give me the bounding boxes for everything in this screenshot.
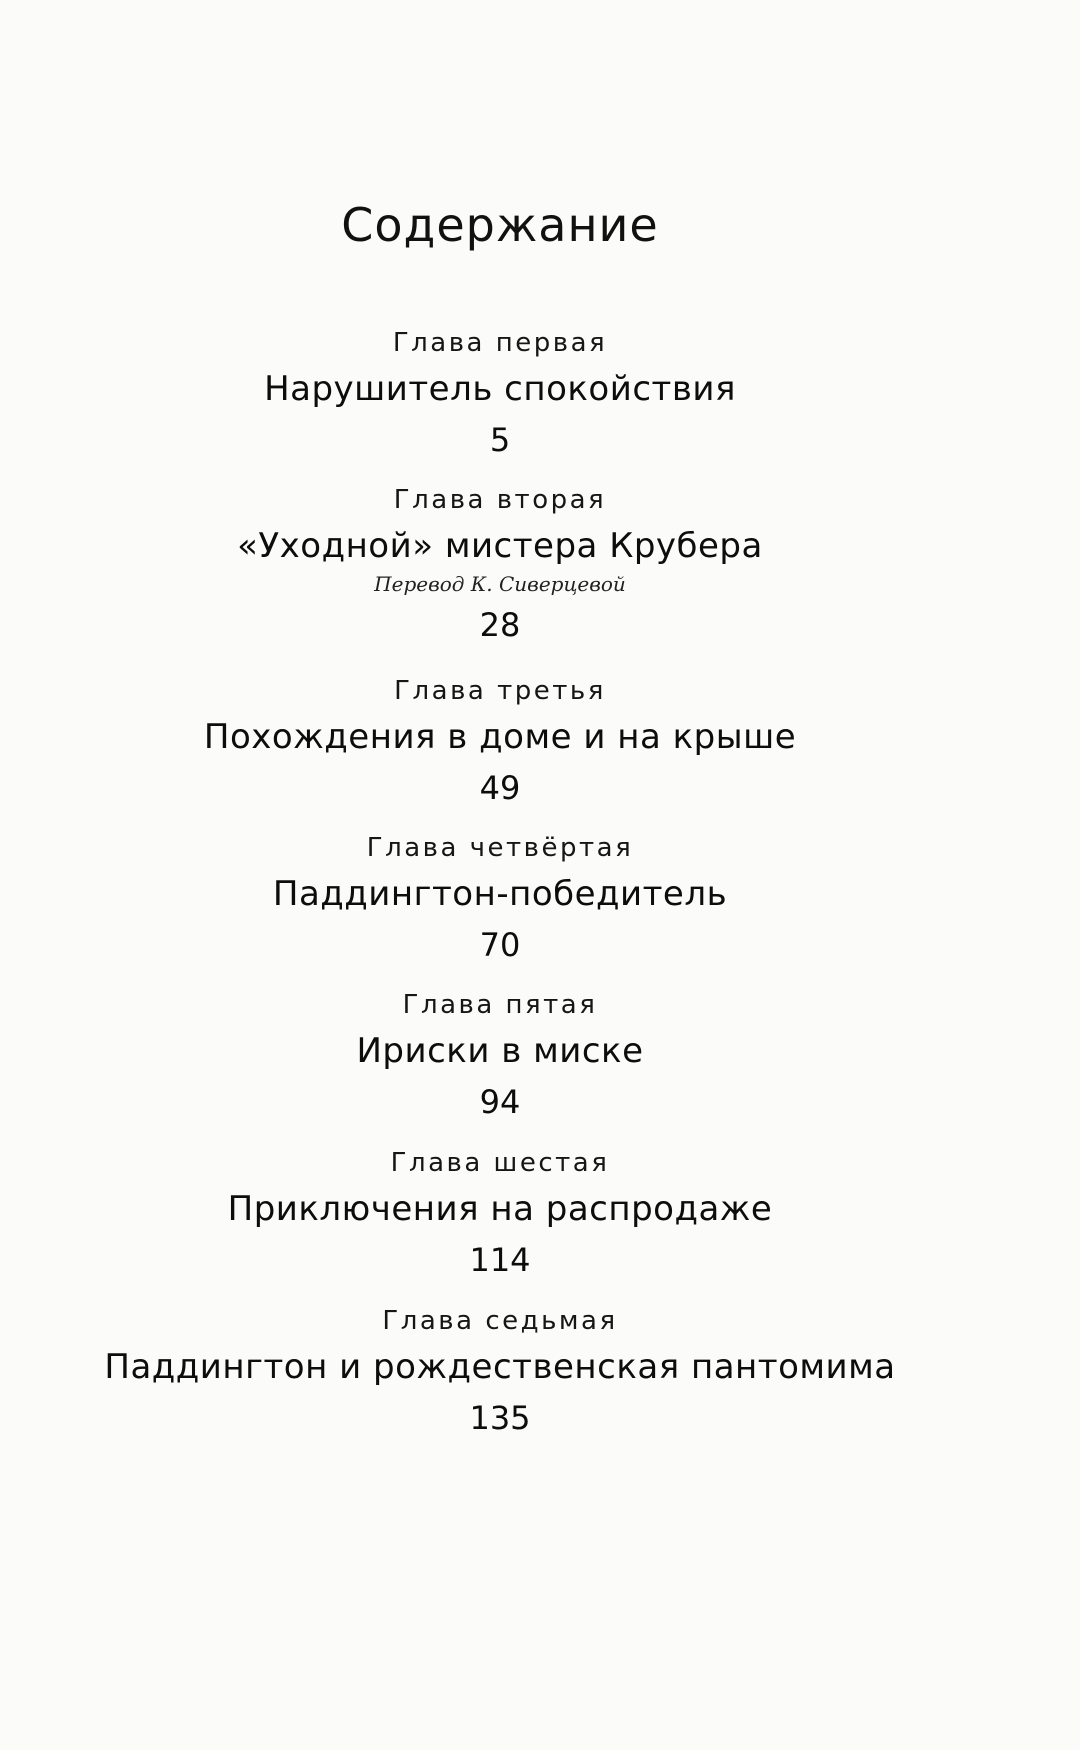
chapter-entry-6 bbox=[0, 1146, 1000, 1280]
chapter-entry-3 bbox=[0, 674, 1000, 808]
chapter-entry-7 bbox=[0, 1304, 1000, 1438]
chapter-label: Глава четвёртая bbox=[366, 833, 634, 863]
chapter-page-number: 49 bbox=[479, 769, 521, 807]
chapter-title: «Уходной» мистера Крубера bbox=[237, 526, 763, 566]
chapter-page-number: 114 bbox=[469, 1241, 531, 1279]
chapter-entry-5 bbox=[0, 988, 1000, 1122]
chapter-page-number: 94 bbox=[479, 1083, 521, 1121]
chapter-entry-1 bbox=[0, 326, 1000, 460]
chapter-title: Паддингтон и рождественская пантомима bbox=[104, 1347, 896, 1387]
chapter-page-number: 70 bbox=[479, 926, 521, 964]
chapter-label: Глава первая bbox=[392, 328, 608, 358]
chapter-label: Глава седьмая bbox=[382, 1306, 618, 1336]
chapter-title: Паддингтон-победитель bbox=[272, 874, 728, 914]
chapter-entry-4 bbox=[0, 831, 1000, 965]
chapter-label: Глава вторая bbox=[393, 485, 607, 515]
chapter-label: Глава третья bbox=[394, 676, 606, 706]
chapter-label: Глава шестая bbox=[390, 1148, 610, 1178]
chapter-label: Глава пятая bbox=[402, 990, 598, 1020]
chapter-page-number: 28 bbox=[479, 606, 521, 644]
chapter-title: Ириски в миске bbox=[356, 1031, 644, 1071]
chapter-page-number: 5 bbox=[489, 421, 511, 459]
page-title: Содержание bbox=[341, 198, 659, 252]
chapter-translator: Перевод К. Сиверцевой bbox=[374, 572, 626, 596]
chapter-title: Нарушитель спокойствия bbox=[264, 369, 736, 409]
chapter-title: Приключения на распродаже bbox=[227, 1189, 773, 1229]
chapter-title: Похождения в доме и на крыше bbox=[203, 717, 797, 757]
chapter-page-number: 135 bbox=[469, 1399, 531, 1437]
chapter-entry-2 bbox=[0, 483, 1000, 645]
